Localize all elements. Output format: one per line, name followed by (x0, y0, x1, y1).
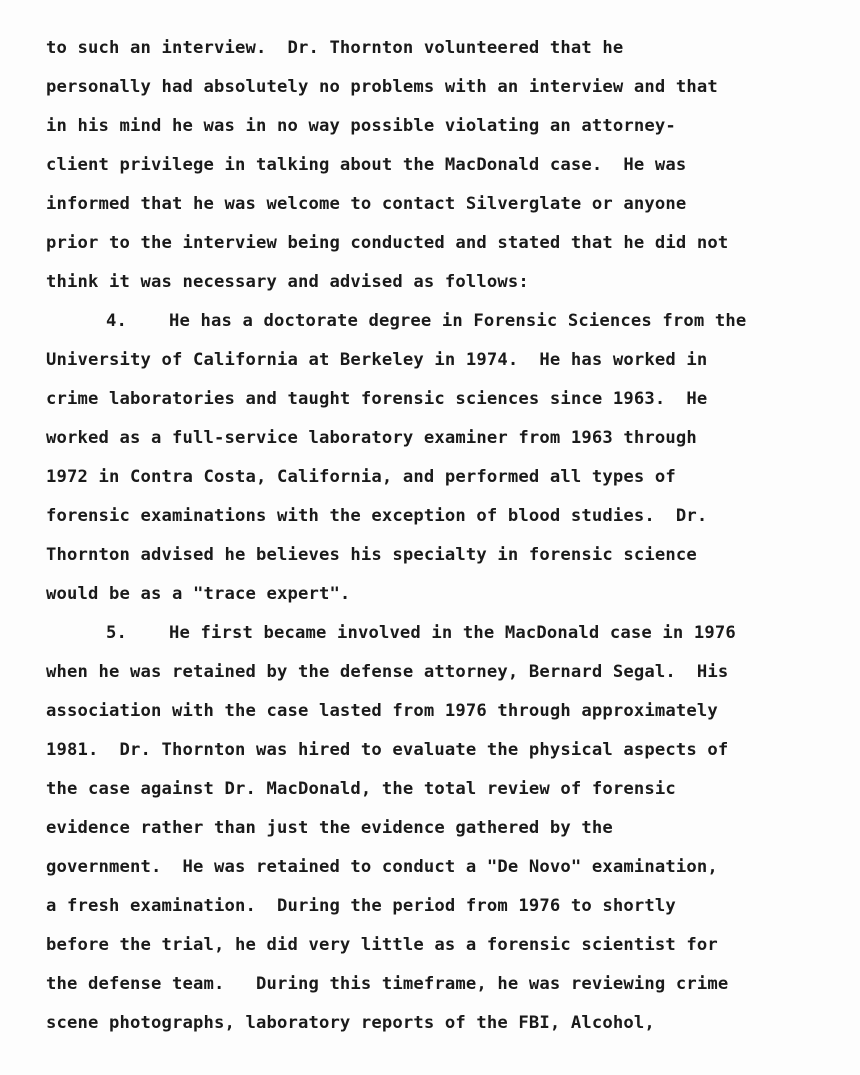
text-line: a fresh examination. During the period from 1976 to shortly (46, 896, 676, 916)
text-line: scene photographs, laboratory reports of the FBI, Alcohol, (46, 1013, 655, 1033)
text-line: informed that he was welcome to contact Silverglate or anyone (46, 194, 687, 214)
text-line: to such an interview. Dr. Thornton volunteered that he (46, 38, 624, 58)
text-line: forensic examinations with the exception of blood studies. Dr. (46, 506, 708, 526)
text-line: Thornton advised he believes his specialty in forensic science (46, 545, 697, 565)
text-line: personally had absolutely no problems with an interview and that (46, 77, 718, 97)
text-line: University of California at Berkeley in 1974. He has worked in (46, 350, 708, 370)
text-line: 1981. Dr. Thornton was hired to evaluate the physical aspects of (46, 740, 729, 760)
text-line: worked as a full-service laboratory examiner from 1963 through (46, 428, 697, 448)
text-line: 1972 in Contra Costa, California, and performed all types of (46, 467, 676, 487)
text-line: before the trial, he did very little as a forensic scientist for (46, 935, 718, 955)
paragraph-5-first-line: 5. He first became involved in the MacDonald case in 1976 (106, 623, 736, 643)
text-line: think it was necessary and advised as follows: (46, 272, 529, 292)
text-line: client privilege in talking about the MacDonald case. He was (46, 155, 687, 175)
text-line: the defense team. During this timeframe, he was reviewing crime (46, 974, 729, 994)
paragraph-4-first-line: 4. He has a doctorate degree in Forensic Sciences from the (106, 311, 747, 331)
text-line: government. He was retained to conduct a "De Novo" examination, (46, 857, 718, 877)
text-line: prior to the interview being conducted and stated that he did not (46, 233, 729, 253)
text-line: evidence rather than just the evidence gathered by the (46, 818, 613, 838)
text-line: crime laboratories and taught forensic sciences since 1963. He (46, 389, 708, 409)
text-line: association with the case lasted from 1976 through approximately (46, 701, 718, 721)
text-line: would be as a "trace expert". (46, 584, 351, 604)
text-line: when he was retained by the defense attorney, Bernard Segal. His (46, 662, 729, 682)
text-line: in his mind he was in no way possible violating an attorney- (46, 116, 676, 136)
text-line: the case against Dr. MacDonald, the total review of forensic (46, 779, 676, 799)
